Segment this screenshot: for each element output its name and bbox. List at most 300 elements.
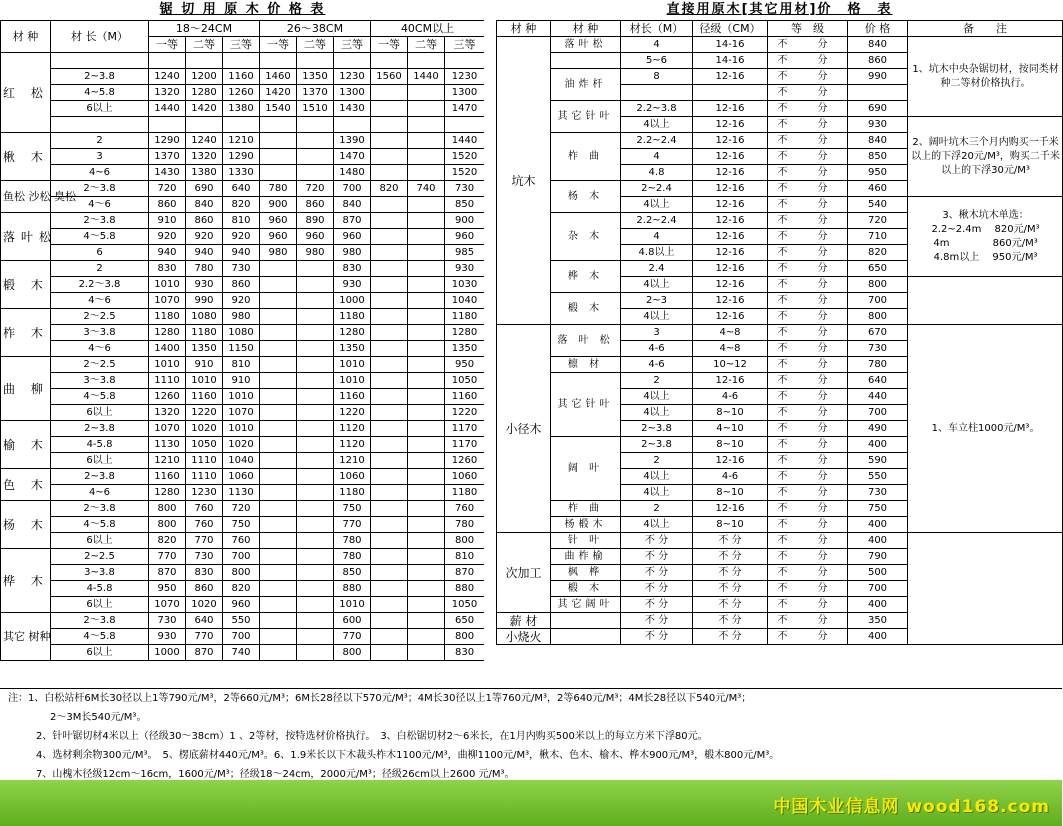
diameter-cell: 8~10: [693, 517, 768, 533]
length-cell: 4~6: [51, 165, 149, 181]
price-cell: 600: [334, 613, 371, 629]
price-cell: 700: [334, 181, 371, 197]
price-cell: 900: [445, 213, 485, 229]
length-cell: 2~3: [621, 293, 693, 309]
price-cell: 930: [445, 261, 485, 277]
price-cell: 1180: [334, 309, 371, 325]
length-cell: 4～5.8: [51, 389, 149, 405]
grade-cell: 不 分: [768, 101, 848, 117]
price-cell: 1060: [445, 469, 485, 485]
species-cell: 杨 木: [1, 501, 51, 549]
price-cell: [260, 581, 297, 597]
species-cell: [551, 613, 621, 629]
price-cell: 460: [848, 181, 908, 197]
length-cell: 3～3.8: [51, 325, 149, 341]
length-cell: 4～5.8: [51, 517, 149, 533]
length-cell: [51, 117, 149, 133]
length-cell: 2～2.5: [51, 357, 149, 373]
diameter-cell: 不 分: [693, 597, 768, 613]
diameter-cell: 不 分: [693, 565, 768, 581]
grade-cell: 不 分: [768, 565, 848, 581]
diameter-cell: 12-16: [693, 309, 768, 325]
length-cell: 5~6: [621, 53, 693, 69]
price-cell: [260, 421, 297, 437]
species-cell: 桦 木: [551, 261, 621, 293]
length-cell: 2: [621, 501, 693, 517]
table-row: [1, 181, 485, 197]
price-cell: [260, 469, 297, 485]
price-cell: 910: [149, 213, 186, 229]
price-cell: 730: [445, 181, 485, 197]
price-cell: 1400: [149, 341, 186, 357]
price-cell: [297, 261, 334, 277]
price-cell: 870: [334, 213, 371, 229]
table-row: [1, 389, 485, 405]
price-cell: 1210: [334, 453, 371, 469]
grade-cell: 不 分: [768, 629, 848, 645]
header-species: 材 种: [1, 21, 51, 53]
price-cell: 860: [848, 53, 908, 69]
length-cell: 4: [621, 149, 693, 165]
species-cell: 油炸杆: [551, 69, 621, 101]
table-row: [1, 309, 485, 325]
price-cell: [260, 149, 297, 165]
species-cell: 杂 木: [551, 213, 621, 261]
price-cell: 800: [149, 517, 186, 533]
price-cell: 550: [848, 469, 908, 485]
price-cell: 930: [334, 277, 371, 293]
grade-cell: 不 分: [768, 357, 848, 373]
price-cell: [297, 165, 334, 181]
price-cell: [260, 517, 297, 533]
price-cell: 1070: [223, 405, 260, 421]
price-cell: 730: [848, 341, 908, 357]
price-cell: 1330: [223, 165, 260, 181]
length-cell: 2~3.8: [621, 437, 693, 453]
price-cell: [408, 533, 445, 549]
table-row: [1, 69, 485, 85]
grade-cell: 不 分: [768, 405, 848, 421]
species-cell: 椴 木: [551, 581, 621, 597]
price-cell: 400: [848, 629, 908, 645]
grade-cell: 不 分: [768, 469, 848, 485]
diameter-cell: 12-16: [693, 149, 768, 165]
footnote-line: 2～3M长540元/M³。: [50, 712, 147, 723]
price-cell: 910: [186, 357, 223, 373]
remark-cell: [908, 533, 1063, 645]
length-cell: 2～2.5: [51, 309, 149, 325]
price-cell: 910: [223, 373, 260, 389]
grade-cell: 不 分: [768, 117, 848, 133]
price-cell: [408, 325, 445, 341]
length-cell: 3: [51, 149, 149, 165]
price-cell: [408, 229, 445, 245]
price-cell: [408, 581, 445, 597]
length-cell: [51, 53, 149, 69]
price-cell: [408, 437, 445, 453]
site-banner-text: 中国木业信息网 wood168.com: [773, 797, 1050, 817]
diameter-cell: 4-6: [693, 389, 768, 405]
price-cell: 850: [445, 197, 485, 213]
price-cell: [408, 549, 445, 565]
price-cell: [260, 261, 297, 277]
table-row: [1, 277, 485, 293]
species-cell: 柞 曲: [551, 501, 621, 517]
price-cell: 1160: [186, 389, 223, 405]
price-cell: [260, 165, 297, 181]
price-cell: [371, 501, 408, 517]
price-cell: 710: [848, 229, 908, 245]
price-cell: [297, 357, 334, 373]
length-cell: 不 分: [621, 581, 693, 597]
price-cell: 730: [848, 485, 908, 501]
table-row: [1, 373, 485, 389]
price-cell: [297, 325, 334, 341]
diameter-cell: 不 分: [693, 581, 768, 597]
header-grade: 一等: [371, 37, 408, 53]
price-cell: [371, 325, 408, 341]
price-cell: 690: [848, 101, 908, 117]
header-grade: 三等: [223, 37, 260, 53]
price-cell: 1220: [334, 405, 371, 421]
length-cell: 3～3.8: [51, 373, 149, 389]
price-cell: [848, 85, 908, 101]
species-cell: 桦 木: [1, 549, 51, 613]
price-cell: [408, 613, 445, 629]
length-cell: 4以上: [621, 469, 693, 485]
price-cell: [408, 629, 445, 645]
price-cell: 920: [223, 293, 260, 309]
length-cell: 2.4: [621, 261, 693, 277]
table-row: [1, 261, 485, 277]
price-cell: [223, 117, 260, 133]
price-cell: [260, 645, 297, 661]
price-cell: 870: [149, 565, 186, 581]
price-cell: [371, 629, 408, 645]
species-cell: 阔 叶: [551, 437, 621, 501]
length-cell: 2: [621, 373, 693, 389]
species-cell: 柞 木: [1, 309, 51, 357]
length-cell: 8: [621, 69, 693, 85]
price-cell: [371, 53, 408, 69]
price-cell: 720: [149, 181, 186, 197]
length-cell: 4: [621, 37, 693, 53]
price-cell: 930: [149, 629, 186, 645]
price-cell: 1030: [445, 277, 485, 293]
price-cell: [149, 117, 186, 133]
species-cell: 落叶松: [551, 37, 621, 53]
diameter-cell: 12-16: [693, 213, 768, 229]
price-cell: 940: [186, 245, 223, 261]
price-cell: [408, 53, 445, 69]
price-cell: 1280: [149, 325, 186, 341]
direct-log-price-table: [496, 0, 1063, 645]
table-row: [1, 405, 485, 421]
price-cell: 770: [334, 629, 371, 645]
price-cell: 800: [848, 277, 908, 293]
length-cell: 2: [51, 261, 149, 277]
grade-cell: 不 分: [768, 341, 848, 357]
price-cell: 770: [334, 517, 371, 533]
price-cell: 930: [848, 117, 908, 133]
price-cell: [408, 469, 445, 485]
price-cell: 1420: [186, 101, 223, 117]
grade-cell: 不 分: [768, 37, 848, 53]
diameter-cell: 12-16: [693, 261, 768, 277]
price-cell: 780: [334, 533, 371, 549]
grade-cell: 不 分: [768, 213, 848, 229]
price-cell: 890: [297, 213, 334, 229]
price-cell: 720: [297, 181, 334, 197]
length-cell: 4~6: [51, 485, 149, 501]
price-cell: 780: [186, 261, 223, 277]
length-cell: 2~2.4: [621, 181, 693, 197]
diameter-cell: 4~8: [693, 341, 768, 357]
price-cell: 840: [334, 197, 371, 213]
price-cell: [371, 229, 408, 245]
price-cell: [408, 485, 445, 501]
header-cell: 备 注: [908, 21, 1063, 37]
price-cell: [260, 629, 297, 645]
price-cell: 700: [223, 549, 260, 565]
length-cell: 2: [621, 453, 693, 469]
price-cell: 1000: [149, 645, 186, 661]
price-cell: [223, 53, 260, 69]
price-cell: 1080: [223, 325, 260, 341]
price-cell: 830: [186, 565, 223, 581]
price-cell: [260, 389, 297, 405]
grade-cell: 不 分: [768, 325, 848, 341]
price-cell: [297, 549, 334, 565]
price-cell: [408, 101, 445, 117]
price-cell: [408, 149, 445, 165]
price-cell: [445, 117, 485, 133]
price-cell: 820: [848, 245, 908, 261]
length-cell: 2~3.8: [51, 421, 149, 437]
price-cell: 1380: [223, 101, 260, 117]
price-cell: 1180: [445, 485, 485, 501]
price-cell: 1210: [223, 133, 260, 149]
price-cell: [260, 549, 297, 565]
header-grade: 二等: [408, 37, 445, 53]
price-cell: 1430: [149, 165, 186, 181]
price-cell: 700: [848, 405, 908, 421]
length-cell: 不 分: [621, 613, 693, 629]
table-row: [1, 421, 485, 437]
diameter-cell: 12-16: [693, 101, 768, 117]
table-row: [1, 613, 485, 629]
price-cell: 1240: [186, 133, 223, 149]
price-cell: 730: [149, 613, 186, 629]
price-cell: [297, 309, 334, 325]
length-cell: 2~2.5: [51, 549, 149, 565]
grade-cell: 不 分: [768, 229, 848, 245]
species-cell: 椴 木: [1, 261, 51, 309]
price-cell: [297, 501, 334, 517]
price-cell: 1020: [186, 597, 223, 613]
length-cell: 3~3.8: [51, 565, 149, 581]
price-cell: [408, 405, 445, 421]
species-cell: 曲 柳: [1, 357, 51, 421]
price-cell: 740: [408, 181, 445, 197]
diameter-cell: 不 分: [693, 533, 768, 549]
price-cell: 810: [445, 549, 485, 565]
price-cell: 690: [186, 181, 223, 197]
price-cell: [260, 485, 297, 501]
diameter-cell: 12-16: [693, 69, 768, 85]
price-cell: 760: [445, 501, 485, 517]
length-cell: 6以上: [51, 101, 149, 117]
price-cell: 920: [186, 229, 223, 245]
grade-cell: 不 分: [768, 373, 848, 389]
diameter-cell: 4~8: [693, 325, 768, 341]
length-cell: 不 分: [621, 629, 693, 645]
site-banner: [0, 780, 1062, 826]
grade-cell: 不 分: [768, 165, 848, 181]
price-cell: 1290: [149, 133, 186, 149]
header-diameter-group: 18～24CM: [149, 21, 260, 37]
length-cell: 4-5.8: [51, 437, 149, 453]
price-cell: 1130: [223, 485, 260, 501]
remark-cell: [908, 37, 1063, 117]
price-cell: 490: [848, 421, 908, 437]
price-cell: [260, 501, 297, 517]
table-row: [1, 501, 485, 517]
price-cell: [297, 277, 334, 293]
length-cell: 6以上: [51, 405, 149, 421]
remark-text: 1、车立柱1000元/M³。: [931, 422, 1040, 434]
table-row: [1, 453, 485, 469]
price-cell: 750: [334, 501, 371, 517]
header-length: 材 长（M）: [51, 21, 149, 53]
table-row: [1, 437, 485, 453]
species-cell: 檩 材: [551, 357, 621, 373]
price-cell: [260, 117, 297, 133]
price-cell: [334, 117, 371, 133]
price-cell: 960: [223, 597, 260, 613]
price-cell: [297, 53, 334, 69]
price-cell: 1070: [149, 421, 186, 437]
price-cell: [371, 373, 408, 389]
table-gutter: [484, 0, 496, 688]
diameter-cell: 12-16: [693, 229, 768, 245]
header-cell: 材长（M）: [621, 21, 693, 37]
price-cell: [297, 613, 334, 629]
header-grade: 一等: [149, 37, 186, 53]
table-row: [497, 37, 1063, 53]
length-cell: 4以上: [621, 197, 693, 213]
price-cell: [371, 613, 408, 629]
price-cell: [260, 373, 297, 389]
price-cell: 1370: [149, 149, 186, 165]
price-cell: [297, 597, 334, 613]
price-cell: [260, 597, 297, 613]
price-cell: 650: [848, 261, 908, 277]
price-cell: 980: [297, 245, 334, 261]
price-cell: 1010: [186, 373, 223, 389]
length-cell: 2～3.8: [51, 181, 149, 197]
price-cell: 1260: [223, 85, 260, 101]
price-cell: 830: [445, 645, 485, 661]
header-grade: 三等: [334, 37, 371, 53]
price-cell: 810: [223, 213, 260, 229]
price-cell: 1080: [186, 309, 223, 325]
price-cell: 640: [223, 181, 260, 197]
length-cell: 4～6: [51, 293, 149, 309]
footnote-line: 4、选材剩余物300元/M³。 5、楞底薪材440元/M³。6、1.9米长以下木裁头柞木1100元/M³，曲柳1100元/M³，楸木、色木、榆木、桦木900元/M³，椴木800元/M³。: [36, 750, 780, 761]
price-cell: 440: [848, 389, 908, 405]
price-cell: 1110: [149, 373, 186, 389]
grade-cell: 不 分: [768, 517, 848, 533]
diameter-cell: 8~10: [693, 485, 768, 501]
price-cell: 1370: [297, 85, 334, 101]
length-cell: 3: [621, 325, 693, 341]
price-cell: [371, 149, 408, 165]
length-cell: 不 分: [621, 549, 693, 565]
price-cell: 960: [445, 229, 485, 245]
table-row: [1, 165, 485, 181]
price-cell: 860: [297, 197, 334, 213]
price-cell: [297, 517, 334, 533]
price-cell: 950: [149, 581, 186, 597]
header-cell: 材 种: [497, 21, 551, 37]
length-cell: 4.8以上: [621, 245, 693, 261]
price-cell: [260, 53, 297, 69]
table-row: [1, 245, 485, 261]
grade-cell: 不 分: [768, 181, 848, 197]
length-cell: 4以上: [621, 389, 693, 405]
price-cell: 1120: [334, 421, 371, 437]
footnote-line: 7、山槐木径级12cm～16cm，1600元/M³；径级18～24cm，2000元/M³；径级26cm以上2600 元/M³。: [36, 769, 515, 780]
grade-cell: 不 分: [768, 453, 848, 469]
price-cell: [371, 341, 408, 357]
price-cell: 750: [848, 501, 908, 517]
price-cell: 1180: [445, 309, 485, 325]
diameter-cell: 不 分: [693, 629, 768, 645]
grade-cell: 不 分: [768, 597, 848, 613]
header-grade: 三等: [445, 37, 485, 53]
price-cell: [297, 389, 334, 405]
grade-cell: 不 分: [768, 197, 848, 213]
price-cell: [371, 245, 408, 261]
price-cell: 650: [445, 613, 485, 629]
price-cell: 1180: [149, 309, 186, 325]
length-cell: 4以上: [621, 309, 693, 325]
price-cell: 1000: [334, 293, 371, 309]
price-cell: [371, 85, 408, 101]
species-cell: [551, 629, 621, 645]
price-cell: [297, 485, 334, 501]
price-cell: 770: [186, 533, 223, 549]
price-cell: [371, 293, 408, 309]
species-cell: 鱼松 沙松 臭松: [1, 181, 51, 213]
price-cell: 1280: [334, 325, 371, 341]
grade-cell: 不 分: [768, 309, 848, 325]
price-cell: 980: [260, 245, 297, 261]
price-cell: 1160: [334, 389, 371, 405]
table-row: [1, 645, 485, 661]
price-cell: [408, 245, 445, 261]
length-cell: 2.2~3.8: [621, 101, 693, 117]
species-cell: 色 木: [1, 469, 51, 501]
price-cell: 1350: [445, 341, 485, 357]
footnote-line: 2、针叶锯切材4米以上（径级30～38cm）1 、2等材，按特选材价格执行。 3、白松锯切材2～6米长，在1月内购买500米以上的每立方米下浮80元。: [36, 731, 708, 742]
length-cell: 2.2~2.4: [621, 133, 693, 149]
price-cell: [408, 341, 445, 357]
price-cell: 780: [848, 357, 908, 373]
price-cell: 800: [223, 565, 260, 581]
price-cell: 820: [149, 533, 186, 549]
